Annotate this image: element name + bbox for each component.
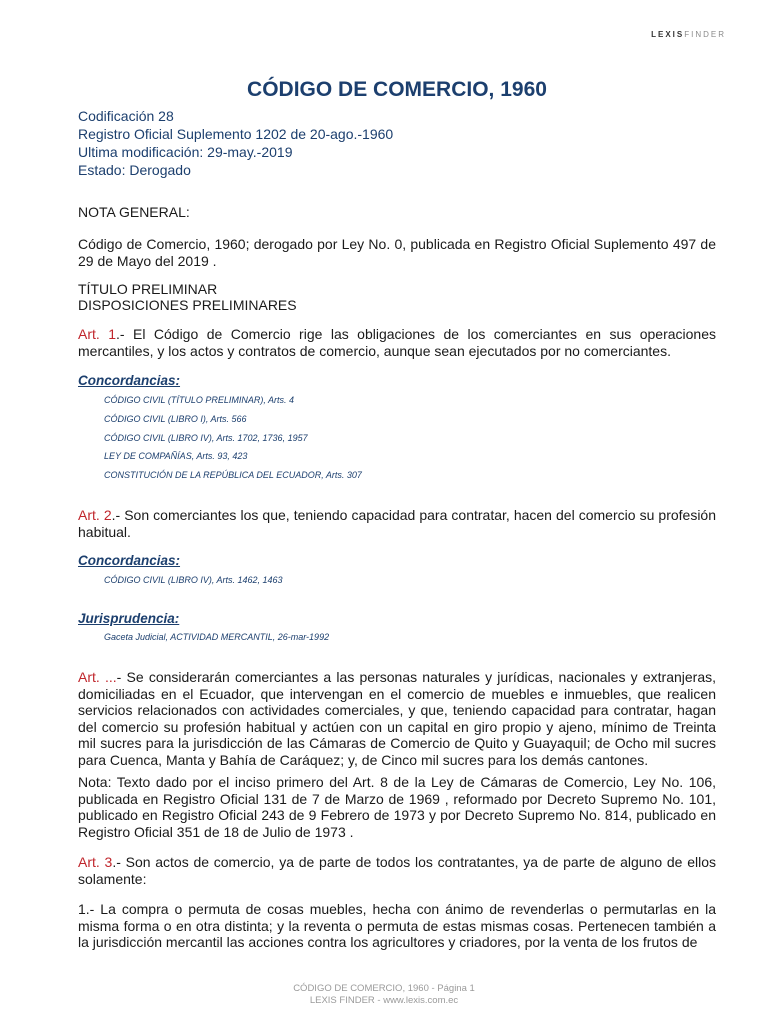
concordancia-link[interactable]: CÓDIGO CIVIL (LIBRO IV), Arts. 1462, 1463 xyxy=(104,575,283,585)
concordancia-link[interactable]: CONSTITUCIÓN DE LA REPÚBLICA DEL ECUADOR, Arts. 307 xyxy=(104,470,362,480)
brand-logo-part2: FINDER xyxy=(684,30,726,39)
concordancias-heading-2: Concordancias: xyxy=(78,553,181,568)
meta-modificacion: Ultima modificación: 29-may.-2019 xyxy=(78,144,293,160)
nota-general-heading: NOTA GENERAL: xyxy=(78,204,190,220)
article-3-text: .- Son actos de comercio, ya de parte de todos los contratantes, ya de parte de alguno de ellos solamente: xyxy=(78,854,716,887)
article-1-label: Art. 1 xyxy=(78,326,117,342)
document-metadata xyxy=(78,107,393,179)
jurisprudencia-link[interactable]: Gaceta Judicial, ACTIVIDAD MERCANTIL, 26-mar-1992 xyxy=(104,632,330,642)
nota-general-text: Código de Comercio, 1960; derogado por Ley No. 0, publicada en Registro Oficial Suplemento 497 de 29 de Mayo del 2019 . xyxy=(78,236,716,269)
article-3 xyxy=(78,854,716,887)
article-2-label: Art. 2 xyxy=(78,507,112,523)
brand-logo-part1: LEXIS xyxy=(651,30,685,39)
article-innominado xyxy=(78,669,716,768)
article-innominado-text: - Se considerarán comerciantes a las personas naturales y jurídicas, nacionales y extranjeras, domiciliadas en el Ecuador, que intervengan en el comercio de muebles e inmuebles, que realicen servicios relacionados con actividades comerciales, y que, teniendo capacidad para contratar, hagan del comercio su profesión habitual y actúen con un capital en giro propio y ajeno, mínimo de Treinta mil sucres para la jurisdicción de las Cámaras de Comercio de Quito y Guayaquil; de Ocho mil sucres para Cuenca, Manta y Bahía de Caráquez; y, de Cinco mil sucres para los demás cantones. xyxy=(78,669,717,768)
footer-site: LEXIS FINDER - www.lexis.com.ec xyxy=(309,995,459,1006)
article-innominado-nota: Nota: Texto dado por el inciso primero del Art. 8 de la Ley de Cámaras de Comercio, Ley No. 106, publicada en Registro Oficial 131 de 7 de Marzo de 1969 , reformado por Decreto Supremo No. 101, publicado en Registro Oficial 243 de 9 Febrero de 1973 y por Decreto Supremo No. 814, publicado en Registro Oficial 351 de 18 de Julio de 1973 . xyxy=(78,774,716,840)
article-1 xyxy=(78,326,716,359)
concordancia-link[interactable]: CÓDIGO CIVIL (TÍTULO PRELIMINAR), Arts. 4 xyxy=(104,395,295,405)
meta-codificacion: Codificación 28 xyxy=(78,108,174,124)
brand-logo xyxy=(651,30,726,39)
article-3-item-1: 1.- La compra o permuta de cosas muebles, hecha con ánimo de revenderlas o permutarlas en la misma forma o en otra distinta; y la reventa o permuta de estas mismas cosas. Pertenecen también a la jurisdicción mercantil las acciones contra los agricultores y criadores, por la venta de los frutos de xyxy=(78,901,716,950)
titulo-preliminar: TÍTULO PRELIMINAR xyxy=(78,281,218,297)
footer-page-number: CÓDIGO DE COMERCIO, 1960 - Página 1 xyxy=(293,983,475,994)
article-2-text: .- Son comerciantes los que, teniendo capacidad para contratar, hacen del comercio su profesión habitual. xyxy=(78,507,716,540)
page-footer xyxy=(0,983,768,1007)
article-3-label: Art. 3 xyxy=(78,854,113,870)
meta-registro: Registro Oficial Suplemento 1202 de 20-ago.-1960 xyxy=(78,126,394,142)
disposiciones-preliminares: DISPOSICIONES PRELIMINARES xyxy=(78,297,297,313)
concordancia-link[interactable]: CÓDIGO CIVIL (LIBRO IV), Arts. 1702, 1736, 1957 xyxy=(104,433,308,443)
article-innominado-label: Art. ... xyxy=(78,669,117,685)
article-2 xyxy=(78,507,716,540)
concordancias-heading-1: Concordancias: xyxy=(78,373,181,388)
article-1-text: .- El Código de Comercio rige las obligaciones de los comerciantes en sus operaciones mercantiles, y los actos y contratos de comercio, aunque sean ejecutados por no comerciantes. xyxy=(78,326,716,359)
concordancia-link[interactable]: CÓDIGO CIVIL (LIBRO I), Arts. 566 xyxy=(104,414,247,424)
concordancia-link[interactable]: LEY DE COMPAÑÍAS, Arts. 93, 423 xyxy=(104,451,248,461)
meta-estado: Estado: Derogado xyxy=(78,162,191,178)
jurisprudencia-heading: Jurisprudencia: xyxy=(78,611,180,626)
document-title: CÓDIGO DE COMERCIO, 1960 xyxy=(247,78,547,101)
